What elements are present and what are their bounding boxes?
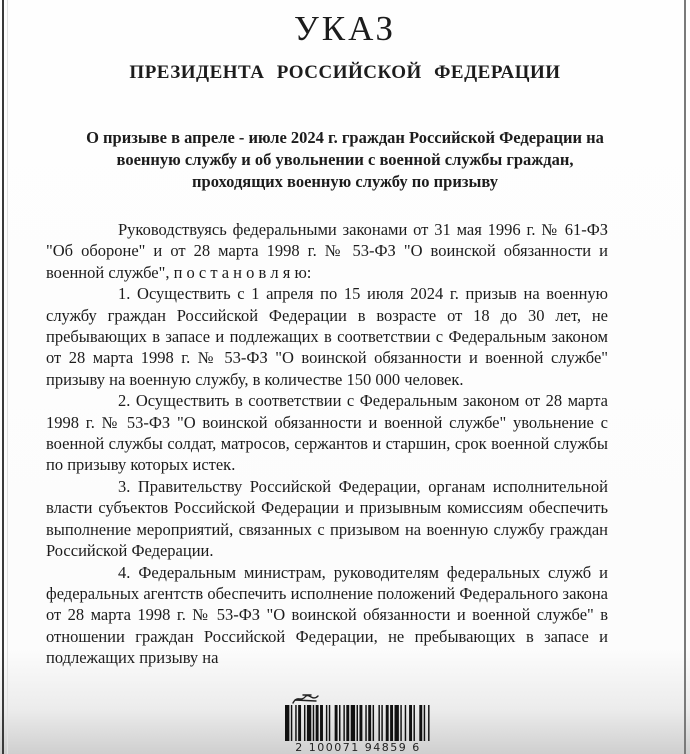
- paragraph-preamble: Руководствуясь федеральными законами от 31 мая 1996 г. № 61-ФЗ "Об обороне" и от 28 марта 1998 г. № 53-ФЗ "О воинской обязанности и военной службе", п о с т а н о в л я ю:: [46, 220, 608, 282]
- barcode: [283, 693, 433, 754]
- scribble-mark: [291, 693, 325, 705]
- barcode-number: 2 100071 94859 6: [295, 741, 421, 754]
- paragraph-point-3: 3. Правительству Российской Федерации, органам исполнительной власти субъектов Российской Федерации и призывным комиссиям обеспечить выполнение мероприятий, связанных с призывом на военную службу граждан Российской Федерации.: [46, 476, 608, 561]
- paragraph-point-2: 2. Осуществить в соответствии с Федеральным законом от 28 марта 1998 г. № 53-ФЗ "О воинской обязанности и военной службе" увольнение с военной службы солдат, матросов, сержантов и старшин, срок военной службы по призыву которых истек.: [46, 391, 608, 475]
- decree-title: УКАЗ: [293, 9, 397, 48]
- decree-subject: О призыве в апреле - июле 2024 г. граждан Российской Федерации на военную службу и об увольнении с военной службы граждан, проходящих военную службу по призыву: [86, 128, 604, 191]
- barcode-bars: [285, 705, 431, 741]
- paragraph-point-1: 1. Осуществить с 1 апреля по 15 июля 2024 г. призыв на военную службу граждан Российской Федерации в возрасте от 18 до 30 лет, не пребывающих в запасе и подлежащих в соответствии с Федеральным законом от 28 марта 1998 г. № 53-ФЗ "О воинской обязанности и военной службе" призыву на военную службу, в количестве 150 000 человек.: [46, 284, 608, 389]
- page-left-inner-line: [7, 0, 8, 754]
- decree-body: [0, 219, 690, 669]
- decree-issuer: ПРЕЗИДЕНТА РОССИЙСКОЙ ФЕДЕРАЦИИ: [129, 62, 561, 83]
- paragraph-point-4: 4. Федеральным министрам, руководителям федеральных служб и федеральных агентств обеспечить исполнение положений Федерального закона от 28 марта 1998 г. № 53-ФЗ "О воинской обязанности и военной службе" в отношении граждан Российской Федерации, не пребывающих в запасе и подлежащих призыву на: [46, 562, 608, 668]
- page-right-edge-line: [684, 0, 686, 754]
- page-left-edge-line: [2, 0, 4, 754]
